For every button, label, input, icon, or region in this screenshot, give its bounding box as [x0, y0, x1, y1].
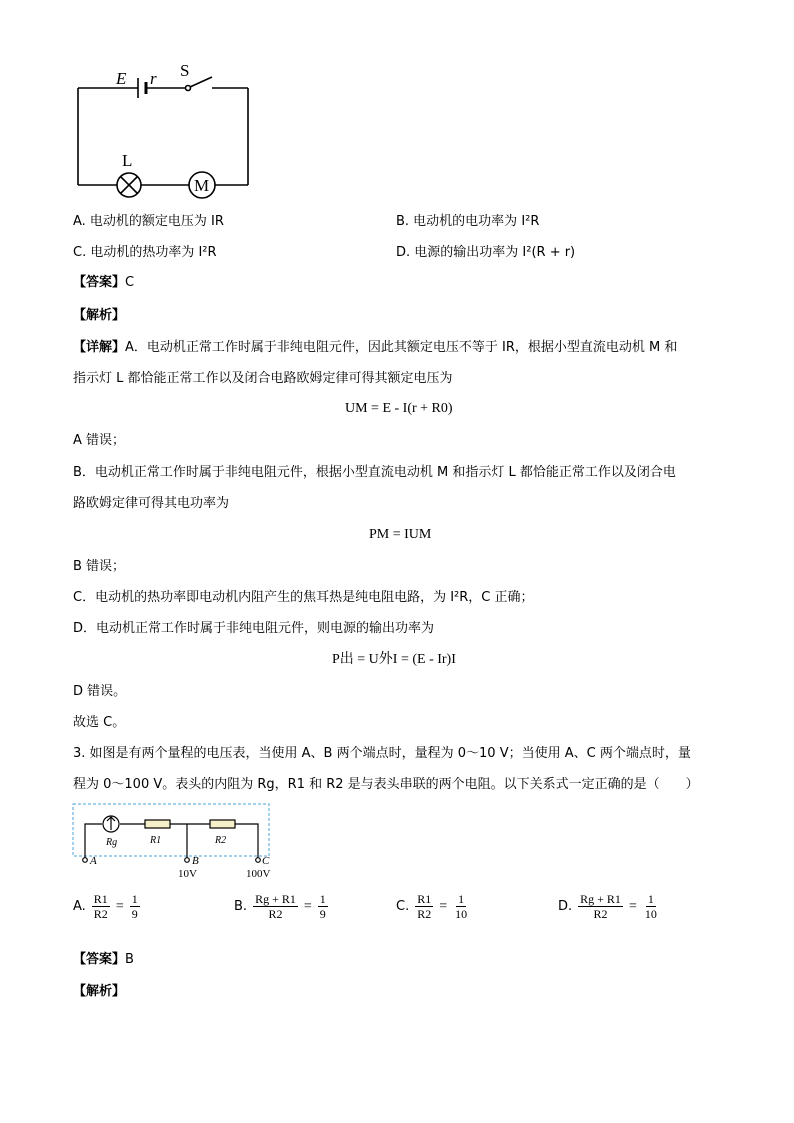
fraction-rhs: $\frac{1}{9}$ [131, 892, 138, 921]
option-letter: D. [558, 899, 573, 914]
rg-label: Rg [106, 837, 118, 848]
option-letter: C. [396, 899, 410, 914]
fraction-rhs: $\frac{1}{9}$ [319, 892, 326, 921]
detail-line-9: D 错误。 [73, 684, 127, 699]
q2-option-a: A. 电动机的额定电压为 IR [73, 214, 224, 229]
motor-label: M [194, 176, 210, 195]
internal-resistance-label: r [150, 69, 157, 88]
answer-value: C [125, 275, 135, 290]
answer-tag: 【答案】 [73, 952, 126, 967]
q2-option-c: C. 电动机的热功率为 I²R [73, 245, 217, 260]
detail-line-1 [73, 341, 677, 354]
terminal-b-label: B [192, 855, 199, 867]
answer-tag: 【答案】 [73, 275, 126, 290]
q2-option-d: D. 电源的输出功率为 I²(R + r) [396, 245, 576, 260]
fraction-rhs: $\frac{1}{10}$ [644, 892, 657, 921]
q3-option-c: C. $\frac{R1}{R2}$ = $\frac{1}{10}$ [396, 892, 468, 921]
range-100v-label: 100V [246, 868, 271, 880]
fraction-lhs: $\frac{Rg + R1}{R2}$ [580, 892, 621, 921]
lamp-label: L [122, 151, 133, 170]
terminal-a-label: A [90, 855, 97, 867]
detail-line-2: 指示灯 L 都恰能正常工作以及闭合电路欧姆定律可得其额定电压为 [73, 371, 453, 386]
equation-pm: PM = IUM [369, 527, 432, 542]
detail-line-10: 故选 C。 [73, 715, 126, 730]
option-letter: B. [234, 899, 248, 914]
fraction-lhs: $\frac{R1}{R2}$ [417, 892, 432, 921]
q3-answer-row [73, 953, 134, 966]
detail-tag: 【详解】 [73, 340, 126, 355]
answer-value: B [125, 952, 134, 967]
q2-answer-row [73, 276, 134, 289]
terminal-c-label: C [262, 855, 270, 867]
equation-um: UM = E - I(r + R0) [345, 401, 453, 416]
detail-line-5: 路欧姆定律可得其电功率为 [73, 496, 230, 511]
detail-line-3: A 错误； [73, 433, 126, 448]
option-letter: A. [73, 899, 86, 914]
battery-emf-label: E [116, 69, 127, 88]
fraction-lhs: $\frac{Rg + R1}{R2}$ [255, 892, 296, 921]
equation-p-out: P出 = U外I = (E - Ir)I [332, 652, 456, 667]
q3-stem-line-1: 3. 如图是有两个量程的电压表，当使用 A、B 两个端点时，量程为 0～10 V；当使用 A、C 两个端点时，量 [73, 746, 691, 761]
q3-option-b: B. $\frac{Rg + R1}{R2}$ = $\frac{1}{9}$ [234, 892, 326, 921]
detail-line-7: C．电动机的热功率即电动机内阻产生的焦耳热是纯电阻电路，为 I²R，C 正确； [73, 590, 534, 605]
q3-analysis-tag: 【解析】 [73, 984, 126, 999]
q3-option-a: A. $\frac{R1}{R2}$ = $\frac{1}{9}$ [73, 892, 138, 921]
voltmeter-circuit-figure [70, 802, 275, 880]
q3-option-d: D. $\frac{Rg + R1}{R2}$ = $\frac{1}{10}$ [558, 892, 657, 921]
switch-label: S [180, 61, 190, 80]
range-10v-label: 10V [178, 868, 197, 880]
r1-label: R1 [150, 835, 162, 846]
circuit-figure-1 [70, 60, 260, 200]
fraction-lhs: $\frac{R1}{R2}$ [93, 892, 108, 921]
detail-line-8: D．电动机正常工作时属于非纯电阻元件，则电源的输出功率为 [73, 621, 435, 636]
r2-label: R2 [215, 835, 227, 846]
detail-text: A．电动机正常工作时属于非纯电阻元件，因此其额定电压不等于 IR，根据小型直流电动机 M 和 [125, 340, 678, 355]
q3-stem-line-2: 程为 0～100 V。表头的内阻为 Rg，R1 和 R2 是与表头串联的两个电阻。以下关系式一定正确的是（ ） [73, 777, 699, 792]
q2-option-b: B. 电动机的电功率为 I²R [396, 214, 540, 229]
detail-line-6: B 错误； [73, 559, 126, 574]
fraction-rhs: $\frac{1}{10}$ [455, 892, 468, 921]
analysis-tag: 【解析】 [73, 308, 126, 323]
detail-line-4: B．电动机正常工作时属于非纯电阻元件，根据小型直流电动机 M 和指示灯 L 都恰能正常工作以及闭合电 [73, 465, 676, 480]
